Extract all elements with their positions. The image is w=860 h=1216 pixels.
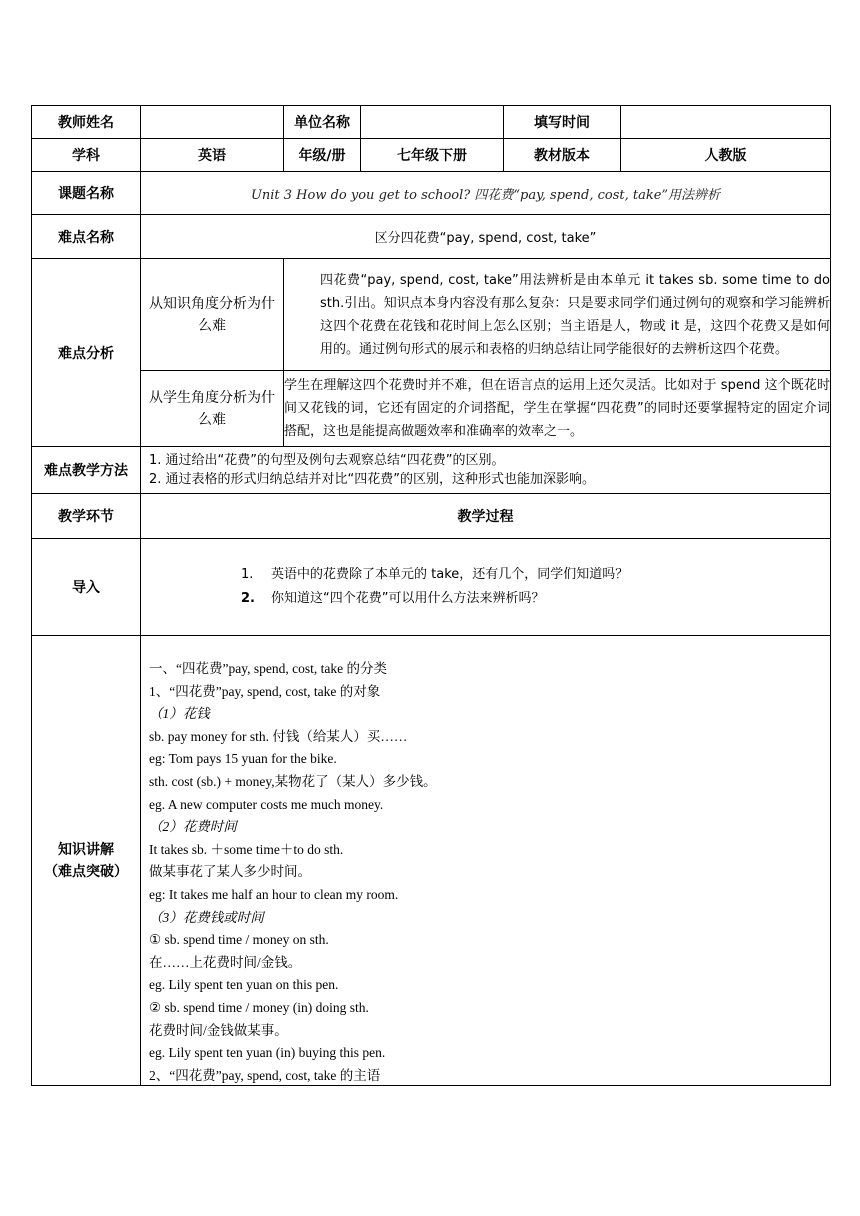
method-label: 难点教学方法 [32,447,141,494]
knowledge-line: ① sb. spend time / money on sth. [149,932,329,948]
knowledge-label-line1: 知识讲解 [58,841,114,858]
knowledge-label-line2: （难点突破） [44,863,128,880]
knowledge-line: sb. pay money for sth. 付钱（给某人）买…… [149,728,408,744]
unit-name-label: 单位名称 [284,106,361,139]
knowledge-angle-label: 从知识角度分析为什么难 [141,259,284,371]
knowledge-angle-text: 四花费“pay, spend, cost, take”用法辨析是由本单元 it takes sb. some time to do sth.引出。知识点本身内容没有那么复杂：只是要求同学们通过例句的观察和学习能辨析这四个花费在花钱和花时间上怎么区别；当主语是人，物或 it 是，这四个花费又是如何用的。通过例句形式的展示和表格的归纳总结让同学能很好的去辨析这四个花费。 [284,259,831,371]
knowledge-content [141,636,831,1086]
subject-value: 英语 [141,139,284,172]
student-angle-text: 学生在理解这四个花费时并不难，但在语言点的运用上还欠灵活。比如对于 spend 这个既花时间又花钱的词，它还有固定的介词搭配，学生在掌握“四花费”的同时还要掌握特定的固定介词搭配，这也是能提高做题效率和准确率的效率之一。 [284,371,831,447]
knowledge-line: eg: Tom pays 15 yuan for the bike. [149,751,337,767]
method-item: 1. 通过给出“花费”的句型及例句去观察总结“四花费”的区别。 [149,453,505,468]
topic-value: Unit 3 How do you get to school? 四花费“pay, spend, cost, take”用法辨析 [141,172,831,215]
student-angle-label: 从学生角度分析为什么难 [141,371,284,447]
intro-item [241,587,830,611]
fill-date-value [621,106,831,139]
teacher-name-label: 教师姓名 [32,106,141,139]
intro-label: 导入 [32,539,141,636]
intro-content [141,539,831,636]
intro-item-number: 2. [241,591,255,606]
knowledge-line: 一、“四花费”pay, spend, cost, take 的分类 [149,661,387,676]
grade-label: 年级/册 [284,139,361,172]
intro-item [241,563,830,587]
knowledge-line: （1）花钱 [149,706,210,722]
method-item: 2. 通过表格的形式归纳总结并对比“四花费”的区别，这种形式也能加深影响。 [149,472,596,487]
difficulty-label: 难点名称 [32,215,141,259]
knowledge-line: sth. cost (sb.) + money,某物花了（某人）多少钱。 [149,773,437,789]
topic-label: 课题名称 [32,172,141,215]
knowledge-line: 在……上花费时间/金钱。 [149,954,302,970]
edition-value: 人教版 [621,139,831,172]
edition-label: 教材版本 [504,139,621,172]
analysis-label: 难点分析 [32,259,141,447]
subject-label: 学科 [32,139,141,172]
knowledge-line: （3）花费钱或时间 [149,909,264,925]
intro-item-text: 英语中的花费除了本单元的 take，还有几个，同学们知道吗？ [271,567,629,582]
process-header: 教学过程 [141,494,831,539]
fill-date-label: 填写时间 [504,106,621,139]
difficulty-value: 区分四花费“pay, spend, cost, take” [141,215,831,259]
lesson-plan-table [31,105,831,1086]
knowledge-line: 1、“四花费”pay, spend, cost, take 的对象 [149,683,381,699]
intro-item-number: 1. [241,567,254,582]
knowledge-line: 做某事花了某人多少时间。 [149,864,311,880]
unit-name-value [361,106,504,139]
knowledge-line: eg. Lily spent ten yuan (in) buying this pen. [149,1045,386,1061]
intro-item-text: 你知道这“四个花费”可以用什么方法来辨析吗？ [271,591,545,606]
knowledge-line: ② sb. spend time / money (in) doing sth. [149,999,369,1015]
knowledge-label [32,636,141,1086]
knowledge-line: （2）花费时间 [149,819,237,835]
teacher-name-value [141,106,284,139]
knowledge-line: It takes sb. ＋some time＋to do sth. [149,841,344,857]
stage-header: 教学环节 [32,494,141,539]
knowledge-line: eg. Lily spent ten yuan on this pen. [149,977,339,993]
grade-value: 七年级下册 [361,139,504,172]
method-list [141,447,831,494]
knowledge-line: 花费时间/金钱做某事。 [149,1022,288,1038]
knowledge-line: 2、“四花费”pay, spend, cost, take 的主语 [149,1067,381,1083]
knowledge-line: eg. A new computer costs me much money. [149,796,384,812]
knowledge-line: eg: It takes me half an hour to clean my room. [149,886,399,902]
